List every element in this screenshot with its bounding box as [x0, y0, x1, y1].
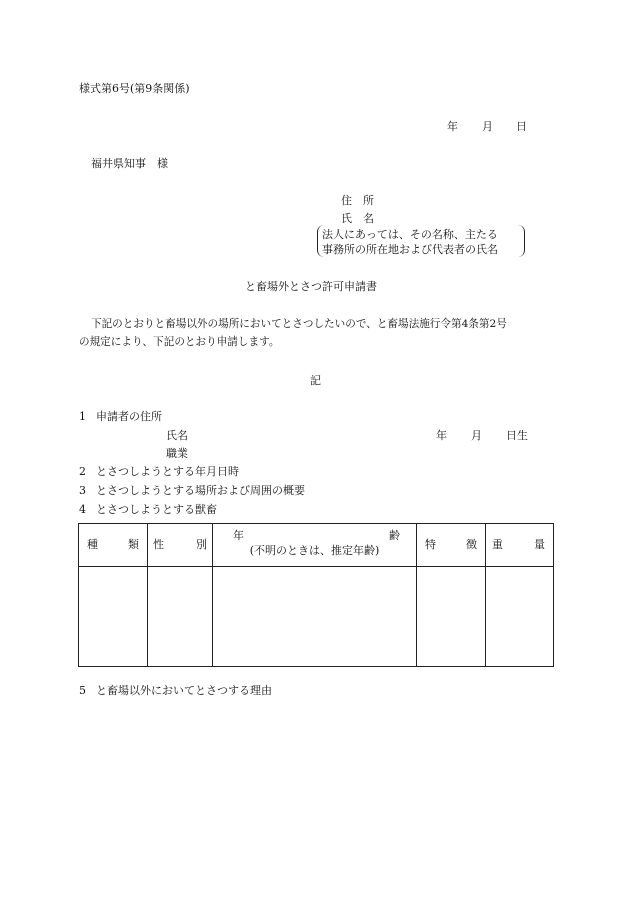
- header-age: 年 齢 (不明のときは、推定年齢): [213, 524, 417, 567]
- item-1-occupation-label: 職業: [166, 447, 188, 460]
- cell-kind[interactable]: [79, 567, 148, 667]
- cell-sex[interactable]: [148, 567, 213, 667]
- header-age-note: (不明のときは、推定年齢): [249, 544, 380, 558]
- addressee: 福井県知事 様: [91, 157, 168, 170]
- body-text-line1: 下記のとおりと畜場以外の場所においてとさつしたいので、と畜場法施行令第4条第2号: [91, 318, 507, 330]
- item-5-text: と畜場以外においてとさつする理由: [96, 684, 272, 697]
- livestock-table-header: [79, 524, 554, 567]
- table-row: [79, 567, 554, 667]
- item-4-text: とさつしようとする獣畜: [96, 503, 217, 516]
- form-label: 様式第6号(第9条関係): [79, 82, 190, 95]
- header-sex: 性 別: [148, 524, 213, 567]
- birth-month-label: 月: [471, 429, 482, 442]
- livestock-table: [78, 523, 554, 667]
- date-year-label: 年: [447, 120, 458, 133]
- item-2-text: とさつしようとする年月日時: [96, 465, 239, 478]
- date-month-label: 月: [482, 120, 493, 133]
- cell-age[interactable]: [213, 567, 417, 667]
- applicant-address-label: 住 所: [341, 194, 374, 207]
- date-day-label: 日: [516, 120, 527, 133]
- cell-weight[interactable]: [486, 567, 554, 667]
- item-2-number: 2: [79, 465, 86, 478]
- cell-feature[interactable]: [417, 567, 486, 667]
- header-weight: 重 量: [486, 524, 554, 567]
- item-1-name-label: 氏名: [166, 429, 188, 442]
- header-feature: 特 徴: [417, 524, 486, 567]
- item-3-text: とさつしようとする場所および周囲の概要: [96, 484, 305, 497]
- applicant-name-label: 氏 名: [341, 212, 374, 225]
- body-text-line2: の規定により、下記のとおり申請します。: [79, 336, 280, 348]
- document-title: と畜場外とさつ許可申請書: [245, 280, 377, 293]
- corporate-note-line1: 法人にあっては、その名称、主たる: [322, 228, 498, 241]
- ki-heading: 記: [310, 374, 321, 387]
- header-kind: 種 類: [79, 524, 148, 567]
- item-3-number: 3: [79, 484, 86, 497]
- item-5-number: 5: [79, 684, 86, 697]
- item-1-text: 申請者の住所: [96, 410, 162, 423]
- item-1-number: 1: [79, 410, 86, 423]
- item-4-number: 4: [79, 503, 86, 516]
- birth-year-label: 年: [436, 429, 447, 442]
- corporate-note-line2: 事務所の所在地および代表者の氏名: [322, 243, 498, 256]
- birth-day-label: 日生: [506, 429, 528, 442]
